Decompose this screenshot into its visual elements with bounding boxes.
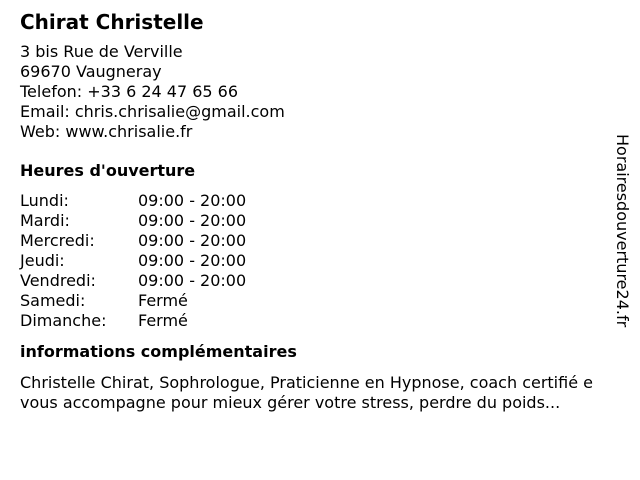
address-street: 3 bis Rue de Verville [20, 42, 183, 61]
hours-row-monday [20, 191, 620, 211]
hours-row-tuesday [20, 211, 620, 231]
day-label: Mercredi: [20, 231, 95, 250]
day-label: Mardi: [20, 211, 70, 230]
time-value: Fermé [138, 291, 188, 310]
additional-info-title: informations complémentaires [20, 342, 297, 361]
opening-hours-title: Heures d'ouverture [20, 161, 196, 180]
time-value: Fermé [138, 311, 188, 330]
day-label: Vendredi: [20, 271, 96, 290]
day-label: Jeudi: [20, 251, 65, 270]
additional-info-text: Christelle Chirat, Sophrologue, Praticienne en Hypnose, coach certifié e vous accompagne pour mieux gérer votre stress, perdre du poids... [20, 373, 593, 412]
hours-row-thursday [20, 251, 620, 271]
phone-number: Telefon: +33 6 24 47 65 66 [20, 82, 239, 101]
hours-row-saturday [20, 291, 620, 311]
time-value: 09:00 - 20:00 [138, 231, 247, 250]
business-name: Chirat Christelle [20, 10, 204, 34]
address-city: 69670 Vaugneray [20, 62, 162, 81]
time-value: 09:00 - 20:00 [138, 211, 247, 230]
time-value: 09:00 - 20:00 [138, 271, 247, 290]
day-label: Dimanche: [20, 311, 107, 330]
business-card [20, 10, 620, 413]
day-label: Samedi: [20, 291, 86, 310]
hours-row-wednesday [20, 231, 620, 251]
brand-watermark: Horairesdouverture24.fr [613, 134, 632, 328]
time-value: 09:00 - 20:00 [138, 191, 247, 210]
email-address: Email: chris.chrisalie@gmail.com [20, 102, 285, 121]
time-value: 09:00 - 20:00 [138, 251, 247, 270]
website: Web: www.chrisalie.fr [20, 122, 193, 141]
hours-row-friday [20, 271, 620, 291]
hours-row-sunday [20, 311, 620, 331]
day-label: Lundi: [20, 191, 69, 210]
opening-hours-list [20, 191, 620, 331]
